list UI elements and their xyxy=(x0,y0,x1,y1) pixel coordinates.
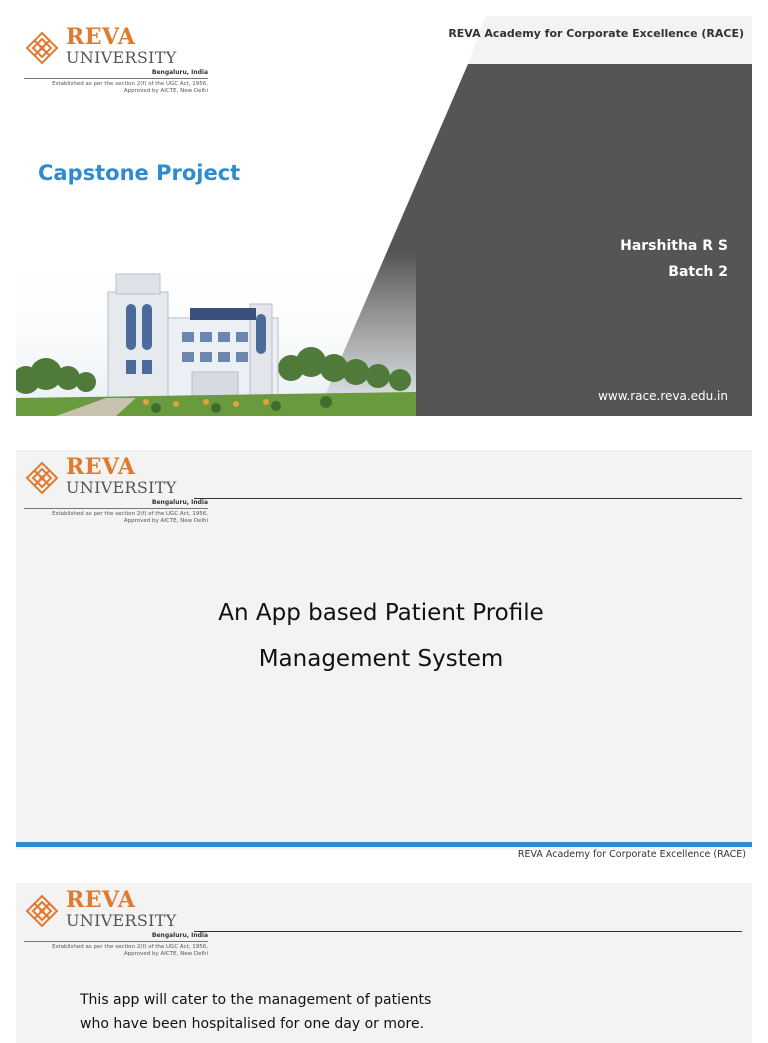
website-link[interactable]: www.race.reva.edu.in xyxy=(598,389,728,403)
logo-rule xyxy=(24,508,208,509)
reva-emblem-icon xyxy=(24,460,60,496)
slide-footer: REVA Academy for Corporate Excellence (RACE) xyxy=(517,849,746,860)
project-title xyxy=(16,590,746,682)
logo-city: Bengaluru, India xyxy=(151,499,208,506)
university-logo xyxy=(24,24,208,104)
logo-established-line1: Established as per the section 2(f) of the UGC Act, 1956, xyxy=(52,944,208,950)
logo-rule xyxy=(24,78,208,79)
footer-accent-bar xyxy=(16,842,752,847)
logo-rule xyxy=(24,941,208,942)
logo-established-line2: Approved by AICTE, New Delhi xyxy=(123,88,208,94)
logo-established-line1: Established as per the section 2(f) of the UGC Act, 1956, xyxy=(52,81,208,87)
logo-established-line2: Approved by AICTE, New Delhi xyxy=(123,951,208,957)
content-slide xyxy=(16,883,752,1043)
body-line1: This app will cater to the management of patients xyxy=(80,992,432,1008)
header-title: REVA Academy for Corporate Excellence (RACE) xyxy=(448,27,744,40)
body-line2: who have been hospitalised for one day or more. xyxy=(80,1016,425,1032)
logo-established-line1: Established as per the section 2(f) of the UGC Act, 1956, xyxy=(52,511,208,517)
body-text xyxy=(80,988,500,1036)
logo-established xyxy=(24,511,208,525)
university-logo xyxy=(24,454,208,534)
title-slide xyxy=(16,16,752,416)
reva-emblem-icon xyxy=(24,30,60,66)
project-title-line1: An App based Patient Profile xyxy=(218,600,544,626)
reva-emblem-icon xyxy=(24,893,60,929)
logo-established xyxy=(24,81,208,95)
logo-name: REVA xyxy=(66,24,136,50)
campus-building-image xyxy=(16,252,416,416)
logo-established-line2: Approved by AICTE, New Delhi xyxy=(123,518,208,524)
slide-title: Capstone Project xyxy=(38,161,241,185)
logo-subtitle: UNIVERSITY xyxy=(66,911,177,930)
header-divider xyxy=(194,931,742,932)
batch-label: Batch 2 xyxy=(668,264,728,280)
project-title-line2: Management System xyxy=(258,646,504,672)
logo-subtitle: UNIVERSITY xyxy=(66,48,177,67)
author-name: Harshitha R S xyxy=(620,238,728,254)
logo-established xyxy=(24,944,208,958)
logo-name: REVA xyxy=(66,887,136,913)
logo-subtitle: UNIVERSITY xyxy=(66,478,177,497)
logo-city: Bengaluru, India xyxy=(151,932,208,939)
header-divider xyxy=(194,498,742,499)
university-logo xyxy=(24,887,208,967)
logo-city: Bengaluru, India xyxy=(151,69,208,76)
topic-slide xyxy=(16,450,752,850)
logo-name: REVA xyxy=(66,454,136,480)
